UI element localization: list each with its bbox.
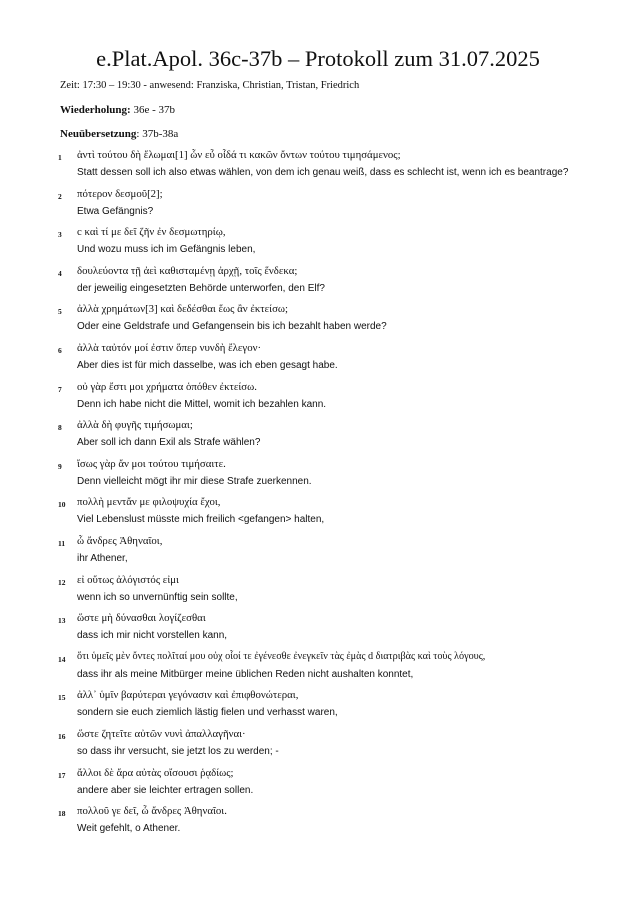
german-translation: Aber dies ist für mich dasselbe, was ich eben gesagt habe. bbox=[77, 359, 338, 371]
german-translation: Denn vielleicht mögt ihr mir diese Strafe zuerkennen. bbox=[77, 475, 312, 487]
line-number: 5 bbox=[58, 307, 62, 317]
translation-line bbox=[0, 300, 636, 339]
line-number: 16 bbox=[58, 731, 66, 741]
translation-line bbox=[0, 223, 636, 262]
line-number: 9 bbox=[58, 461, 62, 471]
translation-line bbox=[0, 725, 636, 764]
greek-text: πολλὴ μεντἄν με φιλοψυχία ἔχοι, bbox=[77, 496, 221, 509]
translation-line bbox=[0, 571, 636, 610]
line-number: 1 bbox=[58, 153, 62, 162]
greek-text: ὥστε ζητεῖτε αὐτῶν νυνὶ ἀπαλλαγῆναι· bbox=[77, 727, 246, 740]
german-translation: andere aber sie leichter ertragen sollen. bbox=[77, 784, 254, 796]
greek-text: ἀλλὰ δὴ φυγῆς τιμήσωμαι; bbox=[77, 419, 193, 432]
line-number: 10 bbox=[58, 500, 66, 510]
translation-line bbox=[0, 262, 636, 301]
german-translation: dass ihr als meine Mitbürger meine üblichen Reden nicht aushalten konntet, bbox=[77, 668, 414, 680]
line-number: 11 bbox=[58, 538, 66, 548]
retranslation-section bbox=[60, 128, 178, 140]
greek-text: ἀλλ᾽ ὑμῖν βαρύτεραι γεγόνασιν καὶ ἐπιφθονώτεραι, bbox=[77, 689, 299, 702]
line-number: 17 bbox=[58, 770, 66, 780]
line-number: 4 bbox=[58, 268, 62, 278]
greek-text: ὦ ἄνδρες Ἀθηναῖοι, bbox=[77, 534, 163, 547]
german-translation: dass ich mir nicht vorstellen kann, bbox=[77, 630, 228, 642]
review-section bbox=[60, 104, 175, 116]
greek-text: πολλοῦ γε δεῖ, ὦ ἄνδρες Ἀθηναῖοι. bbox=[77, 805, 227, 818]
german-translation: Weit gefehlt, o Athener. bbox=[77, 823, 181, 835]
translation-list bbox=[0, 146, 636, 841]
german-translation: Oder eine Geldstrafe und Gefangensein bis ich bezahlt haben werde? bbox=[77, 321, 387, 333]
line-number: 8 bbox=[58, 423, 62, 433]
german-translation: Denn ich habe nicht die Mittel, womit ich bezahlen kann. bbox=[77, 398, 327, 410]
line-number: 2 bbox=[58, 191, 62, 201]
review-value: 36e - 37b bbox=[133, 104, 175, 116]
line-number: 15 bbox=[58, 693, 66, 703]
german-translation: der jeweilig eingesetzten Behörde unterworfen, den Elf? bbox=[77, 282, 325, 294]
german-translation: Viel Lebenslust müsste mich freilich <gefangen> halten, bbox=[77, 514, 325, 526]
line-number: 14 bbox=[58, 654, 66, 664]
german-translation: Statt dessen soll ich also etwas wählen, von dem ich genau weiß, dass es schlecht ist, wenn ich es beantrage? bbox=[77, 167, 569, 178]
translation-line bbox=[0, 764, 636, 803]
german-translation: Aber soll ich dann Exil als Strafe wählen? bbox=[77, 437, 261, 449]
translation-line bbox=[0, 339, 636, 378]
translation-line bbox=[0, 686, 636, 725]
line-number: 18 bbox=[58, 809, 66, 819]
translation-line bbox=[0, 455, 636, 494]
line-number: 13 bbox=[58, 616, 66, 626]
retranslation-label: Neuübersetzung bbox=[60, 128, 137, 140]
greek-text: πότερον δεσμοῦ[2]; bbox=[77, 187, 163, 200]
retranslation-value: : 37b-38a bbox=[136, 128, 179, 140]
line-number: 7 bbox=[58, 384, 62, 394]
translation-line bbox=[0, 378, 636, 417]
translation-line bbox=[0, 648, 636, 687]
greek-text: ὅτι ὑμεῖς μὲν ὄντες πολῖταί μου οὐχ οἷοί τε ἐγένεσθε ἐνεγκεῖν τὰς ἐμὰς d διατριβὰς καὶ τοὺς λόγους, bbox=[77, 650, 486, 662]
german-translation: Etwa Gefängnis? bbox=[77, 205, 154, 217]
german-translation: wenn ich so unvernünftig sein sollte, bbox=[77, 591, 238, 603]
german-translation: ihr Athener, bbox=[77, 552, 128, 564]
translation-line bbox=[0, 609, 636, 648]
translation-line bbox=[0, 493, 636, 532]
greek-text: ἀλλὰ ταὐτόν μοί ἐστιν ὅπερ νυνδὴ ἔλεγον· bbox=[77, 341, 262, 354]
greek-text: ἀλλὰ χρημάτων[3] καὶ δεδέσθαι ἕως ἂν ἐκτείσω; bbox=[77, 303, 289, 316]
greek-text: οὐ γὰρ ἔστι μοι χρήματα ὁπόθεν ἐκτείσω. bbox=[77, 380, 257, 393]
german-translation: Und wozu muss ich im Gefängnis leben, bbox=[77, 244, 256, 256]
session-meta: Zeit: 17:30 – 19:30 - anwesend: Franziska, Christian, Tristan, Friedrich bbox=[60, 80, 360, 91]
german-translation: so dass ihr versucht, sie jetzt los zu werden; - bbox=[77, 745, 279, 757]
translation-line bbox=[0, 416, 636, 455]
translation-line bbox=[0, 802, 636, 841]
line-number: 3 bbox=[58, 230, 62, 240]
greek-text: ἴσως γὰρ ἄν μοι τούτου τιμήσαιτε. bbox=[77, 457, 226, 470]
translation-line bbox=[0, 532, 636, 571]
translation-line bbox=[0, 146, 636, 185]
page-title: e.Plat.Apol. 36c-37b – Protokoll zum 31.07.2025 bbox=[96, 46, 540, 71]
greek-text: εἰ οὕτως ἀλόγιστός εἰμι bbox=[77, 573, 179, 586]
translation-line bbox=[0, 185, 636, 224]
greek-text: ἄλλοι δὲ ἄρα αὐτὰς οἴσουσι ῥᾳδίως; bbox=[77, 766, 234, 779]
line-number: 12 bbox=[58, 577, 66, 587]
review-label: Wiederholung: bbox=[60, 104, 131, 116]
greek-text: δουλεύοντα τῇ ἀεὶ καθισταμένῃ ἀρχῇ, τοῖς ἕνδεκα; bbox=[77, 264, 298, 277]
greek-text: c καὶ τί με δεῖ ζῆν ἐν δεσμωτηρίῳ, bbox=[77, 226, 226, 239]
line-number: 6 bbox=[58, 345, 62, 355]
greek-text: ὥστε μὴ δύνασθαι λογίζεσθαι bbox=[77, 612, 206, 625]
greek-text: ἀντὶ τούτου δὴ ἕλωμαι[1] ὧν εὖ οἶδά τι κακῶν ὄντων τούτου τιμησάμενος; bbox=[77, 149, 401, 161]
german-translation: sondern sie euch ziemlich lästig fielen und verhasst waren, bbox=[77, 707, 338, 719]
